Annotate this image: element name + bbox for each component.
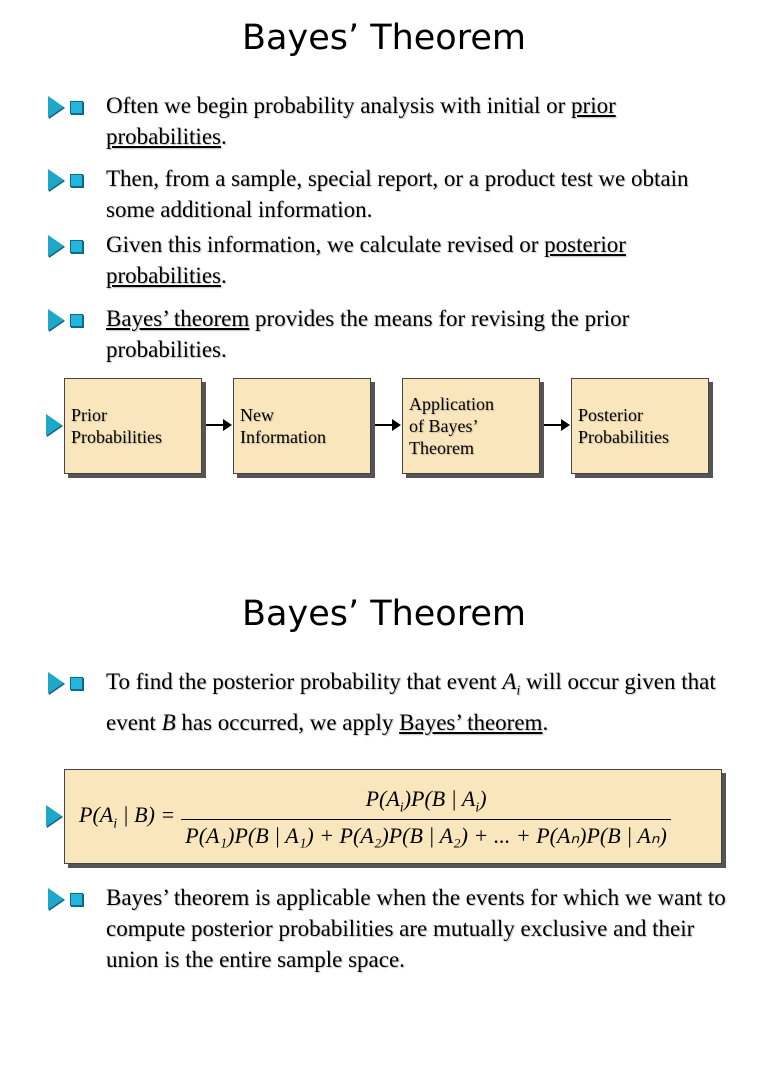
bullet-marker — [48, 672, 100, 694]
triangle-icon — [46, 414, 62, 436]
flow-box-application — [402, 378, 540, 474]
triangle-icon — [48, 235, 64, 257]
bayes-formula — [79, 770, 719, 865]
flow-label: Prior — [71, 405, 107, 425]
bullet-find-posterior — [48, 666, 728, 738]
bullet-text: will occur given that event — [106, 669, 716, 735]
bullet-prior — [48, 90, 728, 152]
flow-box-posterior — [571, 378, 709, 474]
triangle-icon — [48, 309, 64, 331]
triangle-icon — [48, 672, 64, 694]
flow-label: New — [240, 405, 274, 425]
bayes-formula-box — [64, 769, 722, 864]
triangle-icon — [48, 169, 64, 191]
bullet-text: Bayes’ theorem is applicable when the events for which we want to compute posterior probabilities are mutually exclusive and their union is the entire sample space. — [106, 885, 726, 972]
flow-label: Application — [409, 394, 494, 414]
flow-label: Information — [240, 427, 326, 447]
flow-label: Probabilities — [578, 427, 669, 447]
flow-label: of Bayes’ — [409, 416, 479, 436]
bullet-sample — [48, 163, 728, 225]
slide-1-title: Bayes’ Theorem — [242, 18, 526, 58]
bullet-bayes — [48, 303, 728, 365]
bullet-marker — [48, 309, 100, 331]
variable-b: B — [161, 709, 176, 735]
bullet-text-end: . — [542, 709, 549, 735]
subscript-i: i — [516, 683, 521, 699]
bullet-text-end: . — [220, 263, 227, 288]
arrow-right-icon — [206, 424, 230, 426]
bullet-text: Often we begin probability analysis with initial or — [106, 93, 572, 118]
formula-denominator: P(A₁)P(B | A₁) + P(A₂)P(B | A₂) + ... + P(Aₙ)P(B | Aₙ) — [181, 819, 671, 849]
bullet-applicable — [48, 882, 728, 975]
underlined-term: Bayes’ theorem — [106, 306, 250, 331]
arrow-right-icon — [544, 424, 568, 426]
bullet-marker — [48, 96, 100, 118]
underlined-term: posterior probabilities — [106, 232, 626, 288]
bullet-marker — [48, 169, 100, 191]
bullet-marker — [48, 235, 100, 257]
triangle-icon — [46, 805, 62, 827]
flow-box-new-information — [233, 378, 371, 474]
flow-label: Theorem — [409, 438, 474, 458]
square-bullet-icon — [70, 101, 83, 114]
bullet-text-end: . — [220, 124, 227, 149]
triangle-icon — [48, 888, 64, 910]
flow-box-prior — [64, 378, 202, 474]
underlined-term: Bayes’ theorem — [399, 709, 543, 735]
variable-a: A — [502, 669, 517, 694]
square-bullet-icon — [70, 240, 83, 253]
bullet-text: provides the means for revising the prior probabilities. — [106, 306, 630, 362]
bullet-text: To find the posterior probability that event — [106, 669, 503, 694]
slide-1 — [0, 0, 768, 512]
bullet-text: has occurred, we apply — [175, 709, 400, 735]
flow-label: Probabilities — [71, 427, 162, 447]
square-bullet-icon — [70, 314, 83, 327]
bullet-text: Then, from a sample, special report, or a product test we obtain some additional information. — [106, 166, 689, 222]
flow-label: Posterior — [578, 405, 643, 425]
formula-lhs: $P(A_i$ | B) = — [79, 802, 176, 832]
slide-2 — [0, 576, 768, 1088]
square-bullet-icon — [70, 893, 83, 906]
formula-numerator: $P(A_i)P(B$ | $A_i$) — [365, 785, 487, 816]
square-bullet-icon — [70, 174, 83, 187]
formula-fraction — [181, 786, 671, 849]
underlined-term: prior probabilities — [106, 93, 616, 149]
bullet-text: Given this information, we calculate revised or — [106, 232, 545, 257]
arrow-right-icon — [375, 424, 399, 426]
slide-2-title: Bayes’ Theorem — [242, 594, 526, 634]
square-bullet-icon — [70, 677, 83, 690]
bullet-marker — [48, 888, 100, 910]
bullet-posterior — [48, 229, 728, 291]
triangle-icon — [48, 96, 64, 118]
